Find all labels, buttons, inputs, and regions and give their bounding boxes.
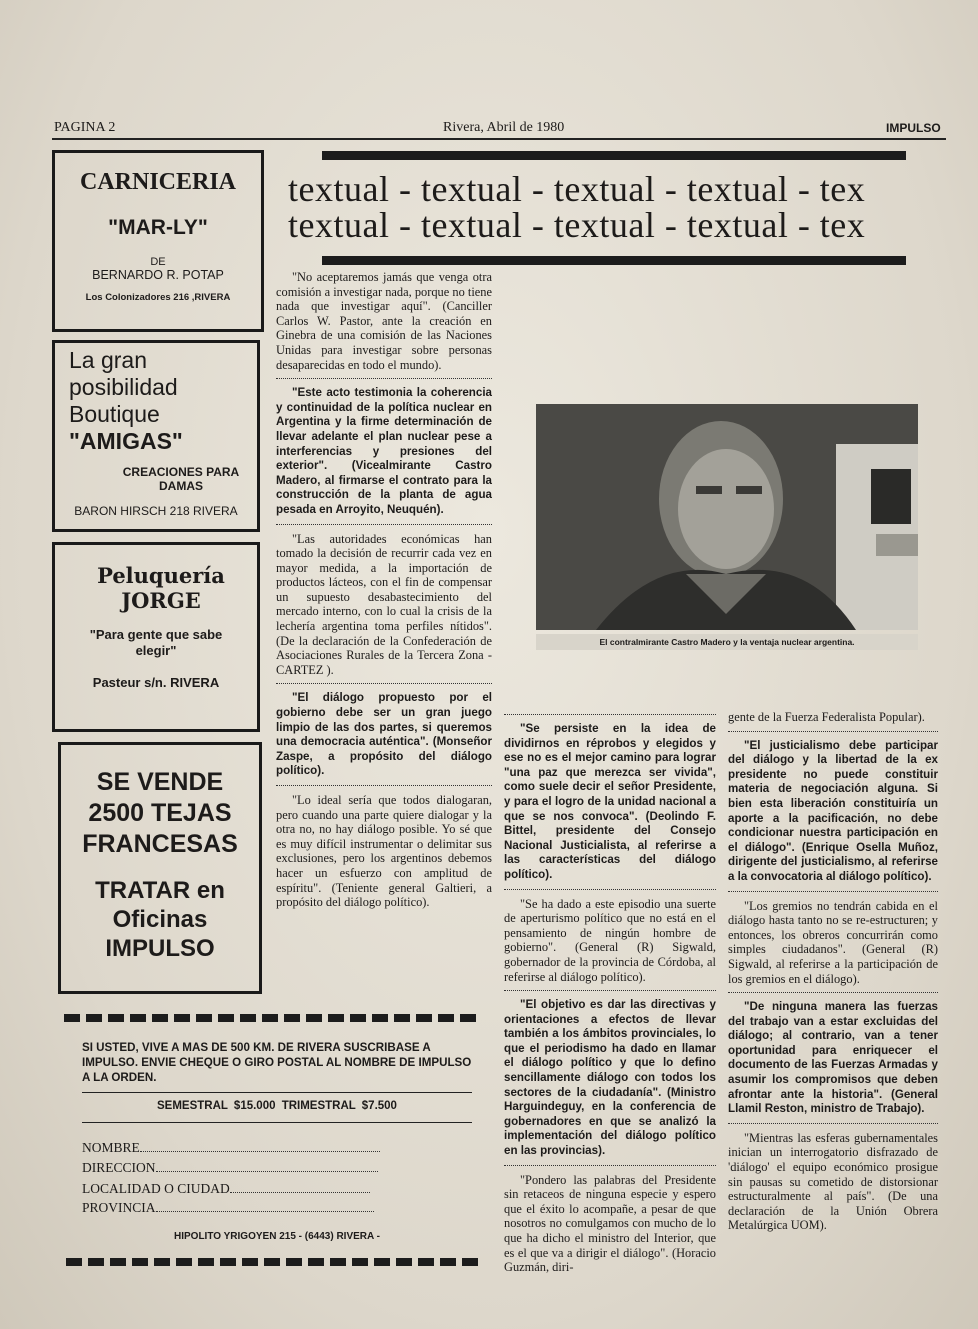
quote-guzman-cont: gente de la Fuerza Federalista Popular).	[728, 710, 925, 724]
quote-sigwald-1: "Se ha dado a este episodio una suerte de aperturismo político que no está en el pensamiento de ningún hombre de gobierno". (General (R) Sigwald, gobernador de la provincia de Córdoba, al referirse al diálogo político).	[504, 896, 716, 984]
form-input-line[interactable]	[140, 1141, 380, 1152]
form-input-line[interactable]	[230, 1182, 370, 1193]
ad-vende-l6: IMPULSO	[105, 935, 215, 962]
subscription-bottom-border	[66, 1258, 484, 1266]
separator	[504, 1165, 716, 1166]
ad-boutique-sub2: DAMAS	[159, 479, 203, 493]
separator	[728, 992, 938, 993]
form-field-direccion[interactable]	[82, 1160, 378, 1176]
ad-boutique-line3: Boutique	[69, 401, 160, 427]
masthead-name: IMPULSO	[886, 121, 941, 135]
banner-bottom-rule	[322, 256, 906, 265]
separator	[504, 990, 716, 991]
separator	[728, 731, 938, 732]
photo-castro-madero	[536, 404, 918, 630]
header-rule	[52, 138, 946, 140]
quote-osella: "El justicialismo debe participar del diálogo y la libertad de la ex presidente no puede constituir materia de negociación alguna. Si bien esta liberación constituiría un aporte a la pacificación, no debe condicionar nuestra participación en el diálogo". (Enrique Osella Muñoz, dirigente del justicialismo, al referirse a la convocatoria al diálogo político).	[728, 738, 938, 883]
ad-carniceria-address: Los Colonizadores 216 ,RIVERA	[85, 292, 231, 303]
column-2	[504, 714, 716, 1281]
ad-carniceria-de: DE	[150, 256, 166, 268]
ad-peluqueria	[52, 542, 260, 732]
quote-pastor: "No aceptaremos jamás que venga otra comisión a investigar nada, porque no tiene nada que investigar aquí". (Canciller Carlos W. Pastor, ante la creación en Ginebra de una comisión de las Naciones Unidas para investigar sobre personas desaparecidas en todo el mundo).	[276, 270, 492, 372]
ad-boutique-address: BARON HIRSCH 218 RIVERA	[74, 504, 238, 518]
separator	[276, 785, 492, 786]
form-label: LOCALIDAD O CIUDAD	[82, 1181, 230, 1196]
ad-peluqueria-address: Pasteur s/n. RIVERA	[92, 675, 220, 690]
subscription-rule	[82, 1092, 472, 1093]
form-label: PROVINCIA	[82, 1200, 156, 1215]
subscription-prices: SEMESTRAL $15.000 TRIMESTRAL $7.500	[157, 1100, 397, 1112]
quote-uom: "Mientras las esferas gubernamentales inician un interrogatorio disfrazado de 'diálogo' el equipo económico prosigue sin pausas su cometido de distorsionar estructuralmente al país". (De una declaración de la Unión Obrera Metalúrgica UOM).	[728, 1130, 938, 1233]
separator	[276, 378, 492, 379]
quote-guzman: "Pondero las palabras del Presidente sin retaceos de ninguna especie y espero que el éxito lo acompañe, a pesar de que nosotros no comulgamos con mucho de lo que ha dicho el ministro del Interior, que es el que va a dirigir el diálogo". (Horacio Guzmán, diri-	[504, 1172, 716, 1275]
ad-carniceria-title: CARNICERIA	[79, 169, 236, 195]
ad-peluqueria-slogan: "Para gente que sabe elegir"	[89, 627, 223, 658]
form-label: NOMBRE	[82, 1140, 140, 1155]
quote-reston: "De ninguna manera las fuerzas del trabajo van a estar excluidas del diálogo; al contrario, van a tener oportunidad para enriquecer el documento de las Fuerzas Armadas y asumir los compromisos que deben afrontar ante la historia". (General Llamil Reston, ministro de Trabajo).	[728, 1000, 938, 1116]
banner-line1: textual - textual - textual - textual - tex	[288, 169, 866, 209]
ad-carniceria	[52, 150, 264, 332]
quote-bittel: "Se persiste en la idea de dividirnos en réprobos y elegidos y ese no es el mejor camino para lograr "una paz que merezca ser vivida", como suele decir el señor Presidente, y para el logro de la unidad nacional a que se nos convoca". (Deolindo F. Bittel, presidente del Consejo Nacional Justicialista, al referirse a las características del diálogo político).	[504, 722, 716, 881]
column-1	[276, 270, 492, 916]
separator	[504, 889, 716, 890]
ad-vende-l2: 2500 TEJAS	[88, 799, 232, 827]
separator	[728, 1123, 938, 1124]
quote-zaspe: "El diálogo propuesto por el gobierno debe ser un gran juego limpio de las dos partes, si queremos una democracia auténtica". (Monseñor Zaspe, a propósito del diálogo político).	[276, 691, 492, 778]
quote-castro-madero: "Este acto testimonia la coherencia y continuidad de la política nuclear en Argentina y la firme determinación de llevar adelante el plan nuclear pese a interferencias y presiones del exterior". (Vicealmirante Castro Madero, al firmarse el contrato para la construcción de la planta de agua pesada en Arroyito, Neuquén).	[276, 386, 492, 516]
ad-peluqueria-title2: JORGE	[121, 588, 201, 613]
form-field-provincia[interactable]	[82, 1200, 374, 1216]
photo-caption: El contralmirante Castro Madero y la ventaja nuclear argentina.	[536, 634, 918, 650]
form-field-localidad[interactable]	[82, 1181, 370, 1197]
ad-peluqueria-title1: Peluquería	[97, 563, 225, 588]
ad-boutique-sub1: CREACIONES PARA	[122, 465, 240, 479]
separator	[276, 683, 492, 684]
ad-vende-l1: SE VENDE	[96, 768, 224, 796]
subscription-top-border	[64, 1014, 480, 1022]
ad-boutique	[52, 340, 260, 532]
ad-vende-l3: FRANCESAS	[82, 830, 238, 858]
separator	[504, 714, 716, 715]
form-label: DIRECCION	[82, 1160, 156, 1175]
subscription-rule	[82, 1122, 472, 1123]
banner-top-rule	[322, 151, 906, 160]
page-number: PAGINA 2	[54, 120, 116, 135]
subscription-text: SI USTED, VIVE A MAS DE 500 KM. DE RIVERA SUSCRIBASE A IMPULSO. ENVIE CHEQUE O GIRO POSTAL AL NOMBRE DE IMPULSO A LA ORDEN.	[82, 1041, 472, 1084]
ad-boutique-line2: posibilidad	[69, 374, 178, 400]
quote-sigwald-2: "Los gremios no tendrán cabida en el diálogo hasta tanto no se re-estructuren; y entonces, los obreros concurrirán como simples ciudadanos". (General (R) Sigwald, al referirse a la participación de los gremios en el diálogo).	[728, 898, 938, 986]
form-input-line[interactable]	[156, 1161, 378, 1172]
quote-cartez: "Las autoridades económicas han tomado la decisión de recurrir cada vez en mayor medida, a la importación de productos lácteos, con el fin de compensar un supuesto desabastecimiento del mercado interno, con lo cual la crisis de la lechería argentina toma perfiles nítidos".(De la declaración de la Confederación de Asociaciones Rurales de la Tercera Zona - CARTEZ ).	[276, 531, 492, 677]
quote-galtieri: "Lo ideal sería que todos dialogaran, pero cuando una parte quiere dialogar y la otra no, no hay diálogo posible. Yo sé que es muy difícil instrumentar o delimitar sus exclusiones, pero los argentinos debemos hacer un esfuerzo con amplitud de espíritu". (Teniente general Galtieri, a propósito del diálogo político).	[276, 793, 492, 910]
ad-boutique-line4: "AMIGAS"	[69, 428, 183, 454]
ad-boutique-line1: La gran	[69, 347, 148, 373]
subscription-address: HIPOLITO YRIGOYEN 215 - (6443) RIVERA -	[174, 1231, 380, 1242]
ad-vende-l4: TRATAR en	[95, 877, 225, 904]
form-input-line[interactable]	[156, 1201, 374, 1212]
ad-se-vende	[58, 742, 262, 994]
ad-carniceria-owner: BERNARDO R. POTAP	[92, 268, 224, 282]
form-field-nombre[interactable]	[82, 1140, 380, 1156]
ad-carniceria-name: "MAR-LY"	[108, 216, 208, 239]
banner-line2: textual - textual - textual - textual - tex	[288, 205, 866, 245]
quote-harguindeguy: "El objetivo es dar las directivas y orientaciones a efectos de llevar también a los ámbitos provinciales, lo que el periodismo ha dado en llamar el diálogo político y que lo defino sencillamente diálogo con todos los sectores de la ciudadanía". (Ministro Harguindeguy, en la conferencia de gobernadores en que se analizó la implementación del diálogo político en las provincias).	[504, 998, 716, 1158]
issue-date: Rivera, Abril de 1980	[443, 120, 565, 135]
separator	[728, 891, 938, 892]
column-3	[728, 710, 938, 1239]
ad-vende-l5: Oficinas	[112, 906, 208, 933]
separator	[276, 524, 492, 525]
